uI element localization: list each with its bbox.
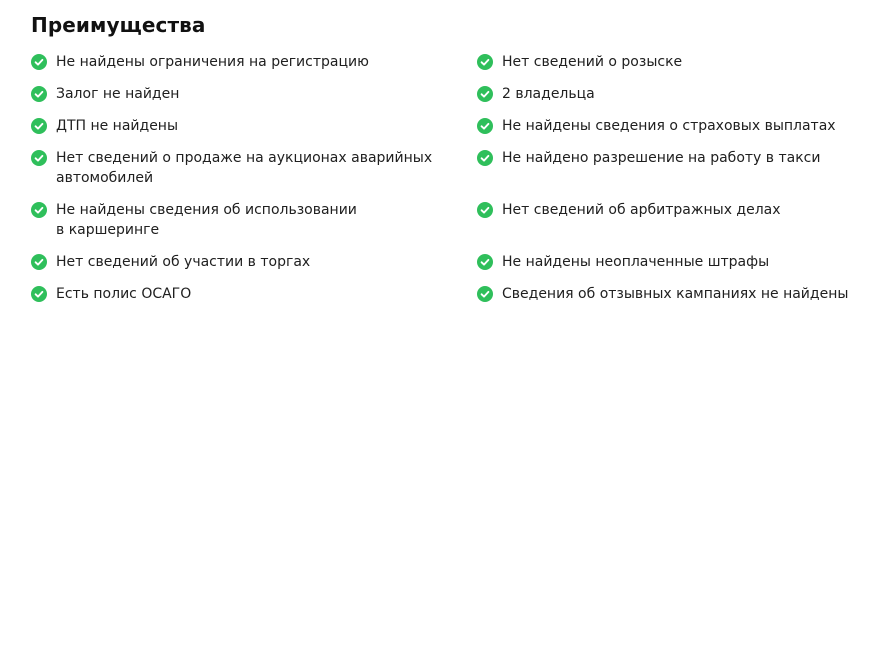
check-circle-icon [31, 254, 47, 270]
advantage-text: Сведения об отзывных кампаниях не найдены [502, 286, 849, 302]
advantage-text: Есть полис ОСАГО [56, 286, 192, 302]
advantage-item [31, 84, 477, 104]
section-title: Преимущества [31, 13, 206, 37]
advantage-text: Не найдены сведения об использовании в каршеринге [56, 202, 357, 238]
check-circle-icon [477, 118, 493, 134]
advantage-text: Залог не найден [56, 86, 180, 102]
advantage-item [31, 252, 477, 272]
advantage-text: Нет сведений об арбитражных делах [502, 202, 781, 218]
advantage-text: Не найдены неоплаченные штрафы [502, 254, 770, 270]
check-circle-icon [31, 286, 47, 302]
check-circle-icon [31, 118, 47, 134]
check-circle-icon [31, 202, 47, 218]
check-circle-icon [477, 202, 493, 218]
advantage-item [477, 116, 881, 136]
advantage-text: Нет сведений о розыске [502, 54, 683, 70]
advantage-text: 2 владельца [502, 86, 595, 102]
check-circle-icon [477, 286, 493, 302]
advantage-item [477, 252, 881, 272]
check-circle-icon [477, 86, 493, 102]
advantage-item [477, 284, 881, 304]
advantage-item [477, 148, 881, 188]
advantage-item [31, 52, 477, 72]
check-circle-icon [31, 54, 47, 70]
advantage-text: Нет сведений об участии в торгах [56, 254, 311, 270]
advantage-text: Нет сведений о продаже на аукционах аварийных автомобилей [56, 150, 433, 186]
advantages-list [31, 52, 881, 316]
advantage-item [477, 200, 881, 240]
advantage-item [31, 284, 477, 304]
check-circle-icon [477, 54, 493, 70]
check-circle-icon [477, 150, 493, 166]
advantage-text: Не найдены сведения о страховых выплатах [502, 118, 836, 134]
check-circle-icon [31, 86, 47, 102]
advantage-text: Не найдено разрешение на работу в такси [502, 150, 821, 166]
advantage-item [31, 200, 477, 240]
advantage-item [477, 52, 881, 72]
advantage-item [31, 148, 477, 188]
advantage-text: ДТП не найдены [56, 118, 179, 134]
check-circle-icon [477, 254, 493, 270]
advantage-text: Не найдены ограничения на регистрацию [56, 54, 369, 70]
advantage-item [31, 116, 477, 136]
check-circle-icon [31, 150, 47, 166]
advantage-item [477, 84, 881, 104]
